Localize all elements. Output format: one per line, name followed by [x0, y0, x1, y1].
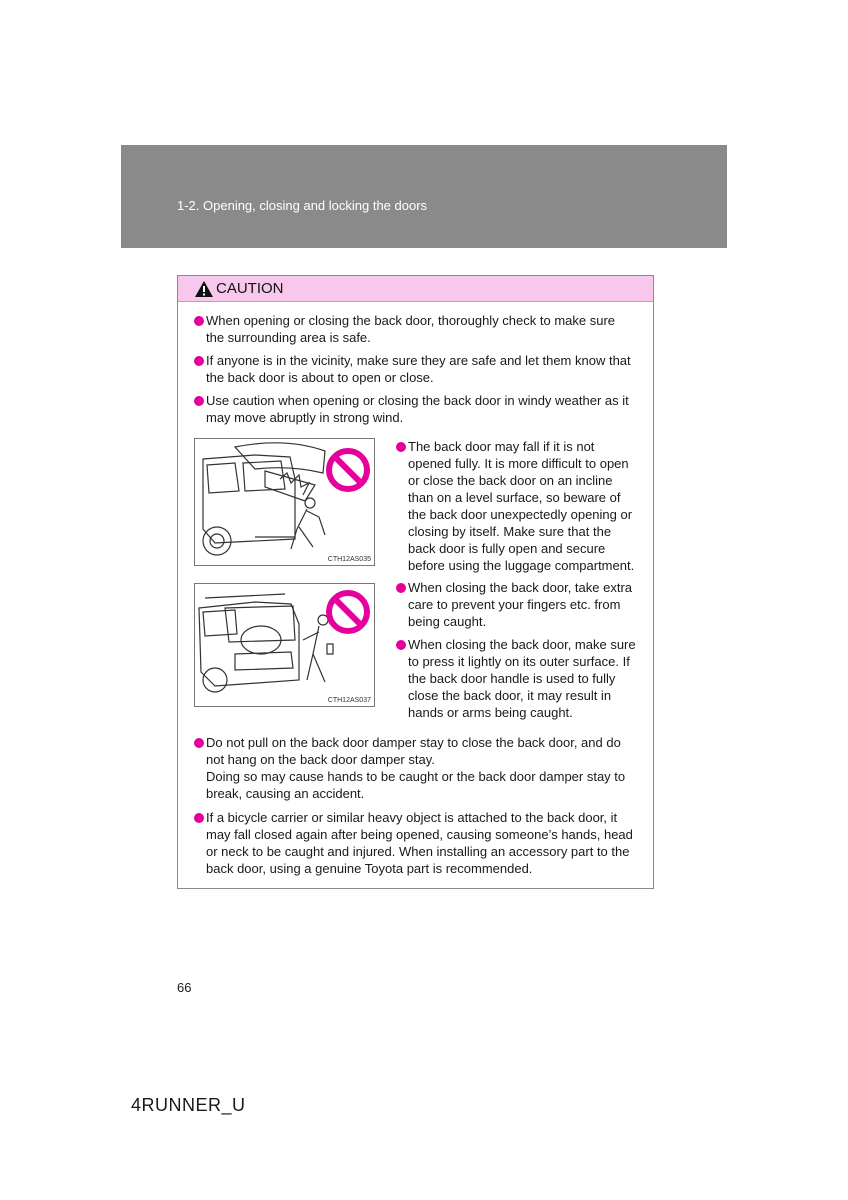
caution-bullet: If a bicycle carrier or similar heavy object is attached to the back door, it may fall closed again after being opened, causing someone’s hands, head or neck to be caught and injured. When installing an accessory part to the back door, using a genuine Toyota part is recommended. — [206, 810, 633, 876]
bullet-dot — [396, 640, 406, 650]
illustration-closing-back-door — [194, 583, 375, 707]
bullet-dot — [194, 356, 204, 366]
illustration-code: CTH12AS037 — [327, 697, 371, 704]
bullet-dot — [396, 442, 406, 452]
caution-header — [178, 276, 653, 302]
caution-box — [177, 275, 654, 889]
illustration-code: CTH12AS035 — [327, 556, 371, 563]
caution-title: CAUTION — [216, 280, 284, 297]
caution-bullet: When opening or closing the back door, thoroughly check to make sure the surrounding area is safe. — [206, 313, 616, 345]
prohibition-icon — [325, 589, 371, 635]
caution-bullet: Do not pull on the back door damper stay to close the back door, and do not hang on the back door damper stay. Doing so may cause hands to be caught or the back door damper stay to break, causing an accident. — [206, 735, 626, 801]
caution-bullet: Use caution when opening or closing the back door in windy weather as it may move abruptly in strong wind. — [206, 393, 629, 425]
warning-triangle-icon — [194, 280, 214, 298]
bullet-dot — [194, 738, 204, 748]
prohibition-icon — [325, 447, 371, 493]
caution-bullet: If anyone is in the vicinity, make sure they are safe and let them know that the back door is about to open or close. — [206, 353, 631, 385]
page-number: 66 — [177, 980, 192, 995]
illustration-back-door-falling — [194, 438, 375, 566]
bullet-dot — [194, 316, 204, 326]
footer-model-code: 4RUNNER_U — [131, 1095, 246, 1115]
caution-bullet: When closing the back door, make sure to press it lightly on its outer surface. If the back door handle is used to fully close the back door, it may result in hands or arms being caught. — [408, 637, 636, 720]
bullet-dot — [194, 396, 204, 406]
section-title: 1-2. Opening, closing and locking the doors — [177, 198, 428, 213]
bullet-dot — [194, 813, 204, 823]
bullet-dot — [396, 583, 406, 593]
caution-bullet: The back door may fall if it is not opened fully. It is more difficult to open or close the back door on an incline than on a level surface, so beware of the back door unexpectedly opening or closing by itself. Make sure that the back door is fully open and secure before using the luggage compartment. — [408, 439, 635, 573]
section-header-band — [121, 145, 727, 248]
caution-bullet: When closing the back door, take extra care to prevent your fingers etc. from being caught. — [408, 580, 633, 629]
